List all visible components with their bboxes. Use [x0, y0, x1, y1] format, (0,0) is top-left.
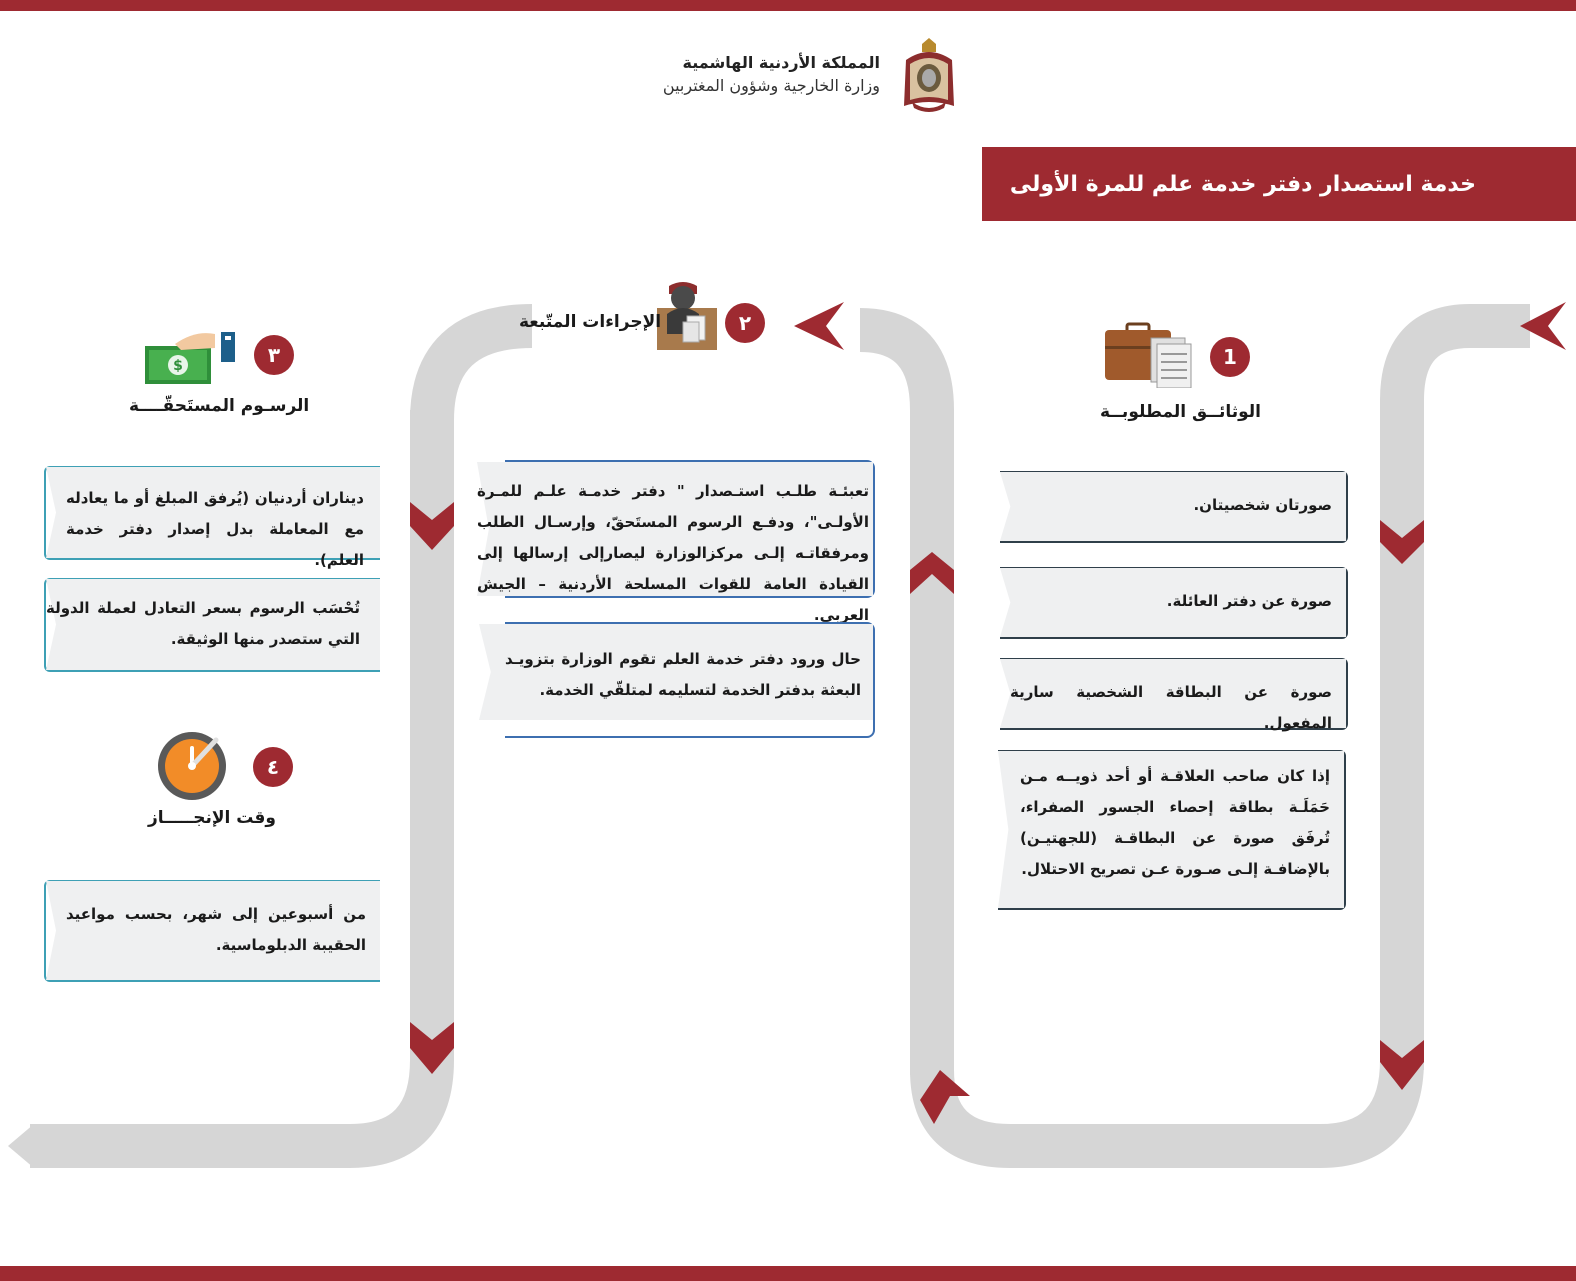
list-item	[1000, 471, 1348, 543]
list-item	[998, 750, 1346, 910]
step-1-title: الوثائــق المطلوبــة	[1100, 402, 1261, 422]
list-item	[1000, 658, 1348, 730]
fee-item-text: ديناران أردنيان (يُرفق المبلغ أو ما يعادله مع المعاملة بدل إصدار دفتر خدمة العلم).	[66, 489, 364, 569]
list-item	[44, 466, 380, 569]
employee-desk-icon	[657, 280, 717, 350]
step-2-number: ٢	[725, 303, 765, 343]
service-title: خدمة استصدار دفتر خدمة علم للمرة الأولى	[1009, 171, 1476, 197]
fee-item-text: تُحْسَب الرسوم بسعر التعادل لعملة الدولة التي ستصدر منها الوثيقة.	[46, 599, 360, 648]
procedure-item-text: حال ورود دفتر خدمة العلم تقوم الوزارة بتزويـد البعثة بدفتر الخدمة لتسليمه لمتلقّي الخدمة.	[505, 650, 861, 699]
clock-icon	[156, 730, 228, 802]
document-item-text: صورة عن البطاقة الشخصية سارية المفعول.	[1010, 683, 1332, 732]
document-item-text: إذا كان صاحب العلاقـة أو أحد ذويــه مـن حَمَلَـة بطاقة إحصاء الجسور الصفراء، تُرفَق صورة عن البطاقـة (للجهتيـن) بالإضافـة إلـى صـورة عـن تصريح الاحتلال.	[1020, 767, 1330, 878]
list-item	[44, 578, 380, 672]
step-2-title: الإجراءات المتّبعة	[519, 312, 662, 332]
document-item-text: صورتان شخصيتان.	[1193, 496, 1332, 514]
chevron-left-icon	[794, 302, 844, 350]
list-item	[505, 622, 875, 738]
list-item	[477, 460, 875, 624]
step-4-title: وقت الإنجـــــاز	[148, 808, 276, 828]
step-3-number: ٣	[254, 335, 294, 375]
step-3-title: الرسـوم المستَحقّــــة	[129, 396, 310, 416]
svg-text:$: $	[173, 358, 183, 374]
step-4-number: ٤	[253, 747, 293, 787]
org-line-1: المملكة الأردنية الهاشمية	[682, 53, 880, 72]
org-line-2: وزارة الخارجية وشؤون المغتربين	[662, 76, 880, 95]
list-item	[44, 880, 380, 982]
step-1-number: 1	[1210, 337, 1250, 377]
procedure-item-text: تعبئـة طلـب استـصدار " دفتر خدمـة علـم للمـرة الأولـى"، ودفـع الرسوم المستَحقّ، وإرسـال الطلب ومرفقاتـه إلـى مركزالوزارة ليصارإلى إرسالها إلى القيادة العامة للقوات المسلحة الأردنية – الجيش العربي.	[477, 482, 869, 624]
document-item-text: صورة عن دفتر العائلة.	[1166, 592, 1332, 610]
briefcase-documents-icon	[1105, 322, 1195, 388]
money-hand-icon	[145, 330, 237, 386]
time-item-text: من أسبوعين إلى شهر، بحسب مواعيد الحقيبة الدبلوماسية.	[66, 905, 366, 954]
list-item	[1000, 567, 1348, 639]
